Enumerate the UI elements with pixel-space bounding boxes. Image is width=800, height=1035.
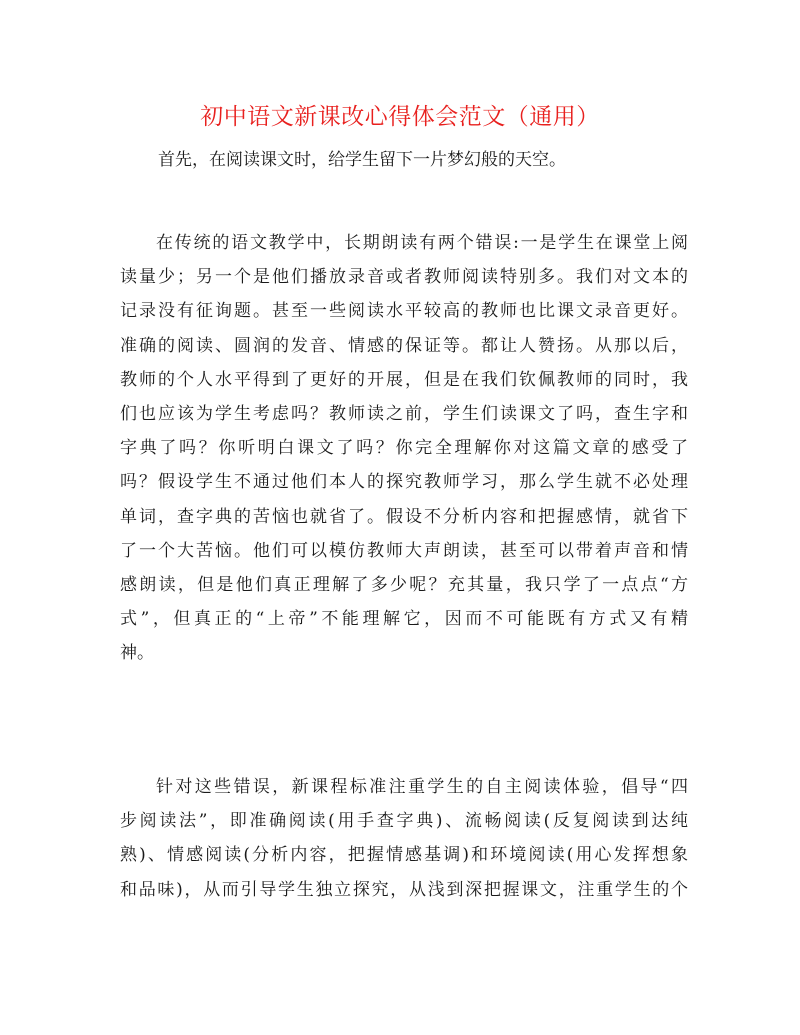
document-title: 初中语文新课改心得体会范文（通用） xyxy=(200,104,600,130)
paragraph-line: 吗？假设学生不通过他们本人的探究教师学习，那么学生就不必处理 xyxy=(120,472,688,493)
paragraph-line: 记录没有征询题。甚至一些阅读水平较高的教师也比课文录音更好。 xyxy=(120,301,688,322)
paragraph-line: 熟)、情感阅读(分析内容，把握情感基调)和环境阅读(用心发挥想象 xyxy=(120,845,688,866)
paragraph-1 xyxy=(120,226,688,670)
paragraph-line: 字典了吗？你听明白课文了吗？你完全理解你对这篇文章的感受了 xyxy=(120,438,688,459)
paragraph-line: 针对这些错误，新课程标准注重学生的自主阅读体验，倡导“四 xyxy=(156,777,688,797)
paragraph-line: 步阅读法”，即准确阅读(用手查字典)、流畅阅读(反复阅读到达纯 xyxy=(120,811,688,832)
paragraph-line: 教师的个人水平得到了更好的开展，但是在我们钦佩教师的同时，我 xyxy=(120,369,688,390)
paragraph-line: 式”，但真正的“上帝”不能理解它，因而不可能既有方式又有精 xyxy=(120,609,688,630)
paragraph-line: 了一个大苦恼。他们可以模仿教师大声朗读，甚至可以带着声音和情 xyxy=(120,540,688,561)
paragraph-line: 和品味)，从而引导学生独立探究，从浅到深把握课文，注重学生的个 xyxy=(120,879,688,900)
paragraph-line: 准确的阅读、圆润的发音、情感的保证等。都让人赞扬。从那以后， xyxy=(120,335,688,356)
paragraph-line: 们也应该为学生考虑吗？教师读之前，学生们读课文了吗，查生字和 xyxy=(120,403,688,424)
paragraph-2 xyxy=(120,770,688,907)
paragraph-line: 感朗读，但是他们真正理解了多少呢？充其量，我只学了一点点“方 xyxy=(120,574,688,595)
intro-sentence: 首先，在阅读课文时，给学生留下一片梦幻般的天空。 xyxy=(158,150,566,170)
paragraph-line: 在传统的语文教学中，长期朗读有两个错误:一是学生在课堂上阅 xyxy=(156,233,688,253)
paragraph-line: 神。 xyxy=(120,643,154,664)
paragraph-line: 单词，查字典的苦恼也就省了。假设不分析内容和把握感情，就省下 xyxy=(120,506,688,527)
paragraph-line: 读量少；另一个是他们播放录音或者教师阅读特别多。我们对文本的 xyxy=(120,267,688,288)
